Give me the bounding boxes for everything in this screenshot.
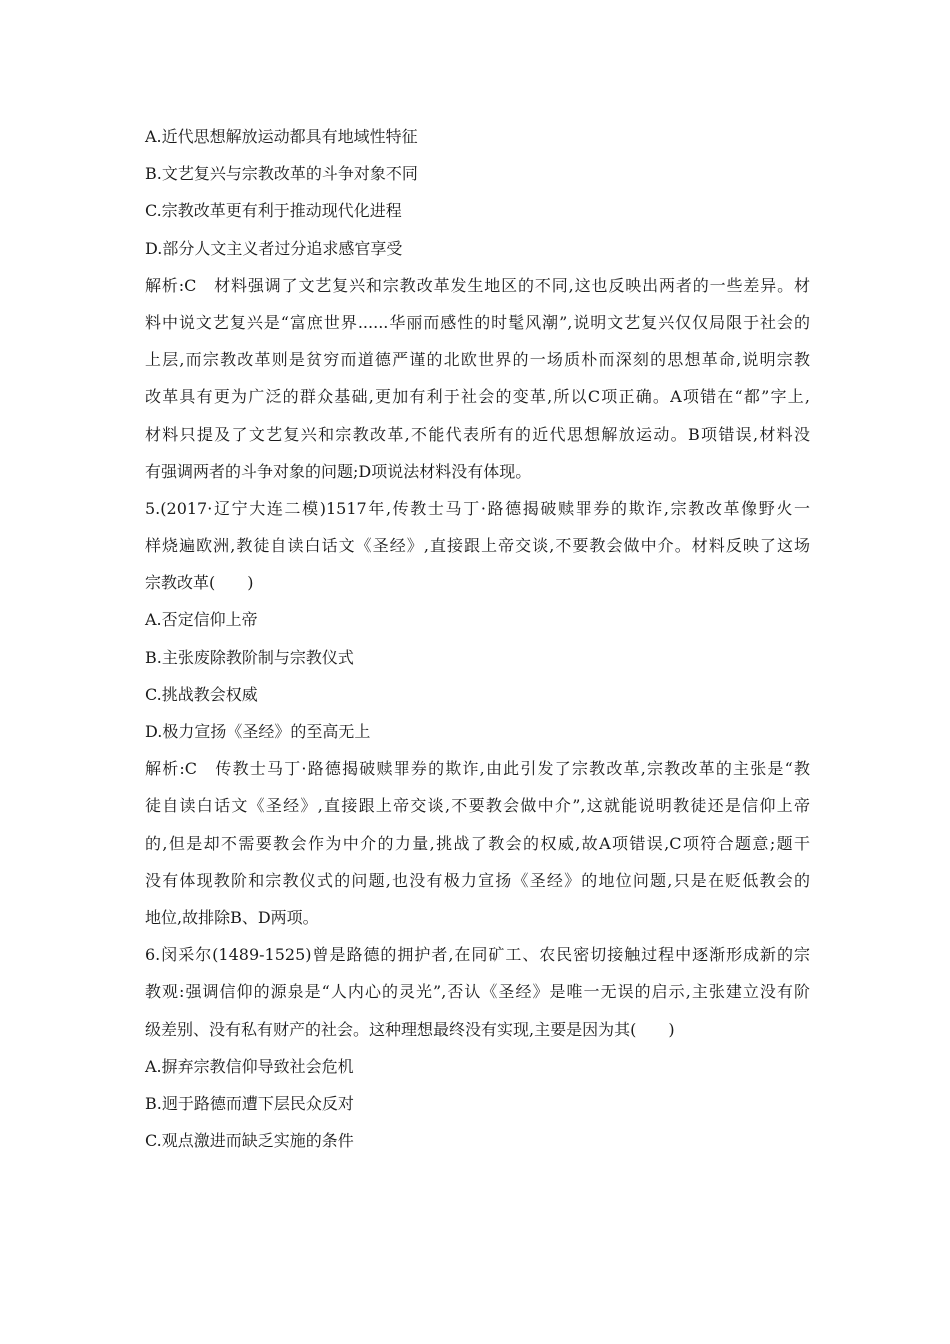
q4-option-c: C.宗教改革更有利于推动现代化进程 [145,201,402,221]
q4-analysis-line: 有强调两者的斗争对象的问题;D项说法材料没有体现。 [145,461,532,481]
q5-analysis-line: 解析:C 传教士马丁·路德揭破赎罪券的欺诈,由此引发了宗教改革,宗教改革的主张是“教 [145,759,810,779]
q5-analysis-line: 地位,故排除B、D两项。 [145,907,319,927]
q5-option-b: B.主张废除教阶制与宗教仪式 [145,647,354,667]
q5-stem-line: 5.(2017·辽宁大连二模)1517年,传教士马丁·路德揭破赎罪券的欺诈,宗教改革像野火一 [145,498,810,518]
q4-option-a: A.近代思想解放运动都具有地域性特征 [145,127,418,146]
q4-analysis-line: 解析:C 材料强调了文艺复兴和宗教改革发生地区的不同,这也反映出两者的一些差异。材 [145,275,810,295]
q5-stem-line: 宗教改革( ) [145,573,254,593]
q6-option-b: B.迥于路德而遭下层民众反对 [145,1093,354,1113]
q5-analysis-line: 徒自读白话文《圣经》,直接跟上帝交谈,不要教会做中介”,这就能说明教徒还是信仰上帝 [145,796,810,816]
q5-option-a: A.否定信仰上帝 [145,610,258,630]
document-content [145,118,810,1159]
q4-analysis-line: 材料只提及了文艺复兴和宗教改革,不能代表所有的近代思想解放运动。B项错误,材料没 [145,424,810,444]
q4-option-b: B.文艺复兴与宗教改革的斗争对象不同 [145,164,418,184]
q5-analysis-line: 没有体现教阶和宗教仪式的问题,也没有极力宣扬《圣经》的地位问题,只是在贬低教会的 [145,870,810,890]
q6-stem-line: 6.闵采尔(1489-1525)曾是路德的拥护者,在同矿工、农民密切接触过程中逐渐形成新的宗 [145,945,810,965]
q5-analysis-line: 的,但是却不需要教会作为中介的力量,挑战了教会的权威,故A项错误,C项符合题意;题干 [145,833,810,853]
q4-option-d: D.部分人文主义者过分追求感官享受 [145,238,403,258]
q5-stem-line: 样烧遍欧洲,教徒自读白话文《圣经》,直接跟上帝交谈,不要教会做中介。材料反映了这场 [145,536,810,556]
q4-analysis-line: 改革具有更为广泛的群众基础,更加有利于社会的变革,所以C项正确。A项错在“都”字上, [145,387,810,407]
q5-option-c: C.挑战教会权威 [145,684,258,704]
q6-option-c: C.观点激进而缺乏实施的条件 [145,1131,354,1151]
q6-stem-line: 级差别、没有私有财产的社会。这种理想最终没有实现,主要是因为其( ) [145,1019,675,1039]
q5-option-d: D.极力宣扬《圣经》的至高无上 [145,722,371,741]
q6-stem-line: 教观:强调信仰的源泉是“人内心的灵光”,否认《圣经》是唯一无误的启示,主张建立没有阶 [145,982,810,1002]
q6-option-a: A.摒弃宗教信仰导致社会危机 [145,1056,354,1076]
q4-analysis-line: 料中说文艺复兴是“富庶世界......华丽而感性的时髦风潮”,说明文艺复兴仅仅局限于社会的 [145,312,810,332]
q4-analysis-line: 上层,而宗教改革则是贫穷而道德严谨的北欧世界的一场质朴而深刻的思想革命,说明宗教 [145,350,810,370]
